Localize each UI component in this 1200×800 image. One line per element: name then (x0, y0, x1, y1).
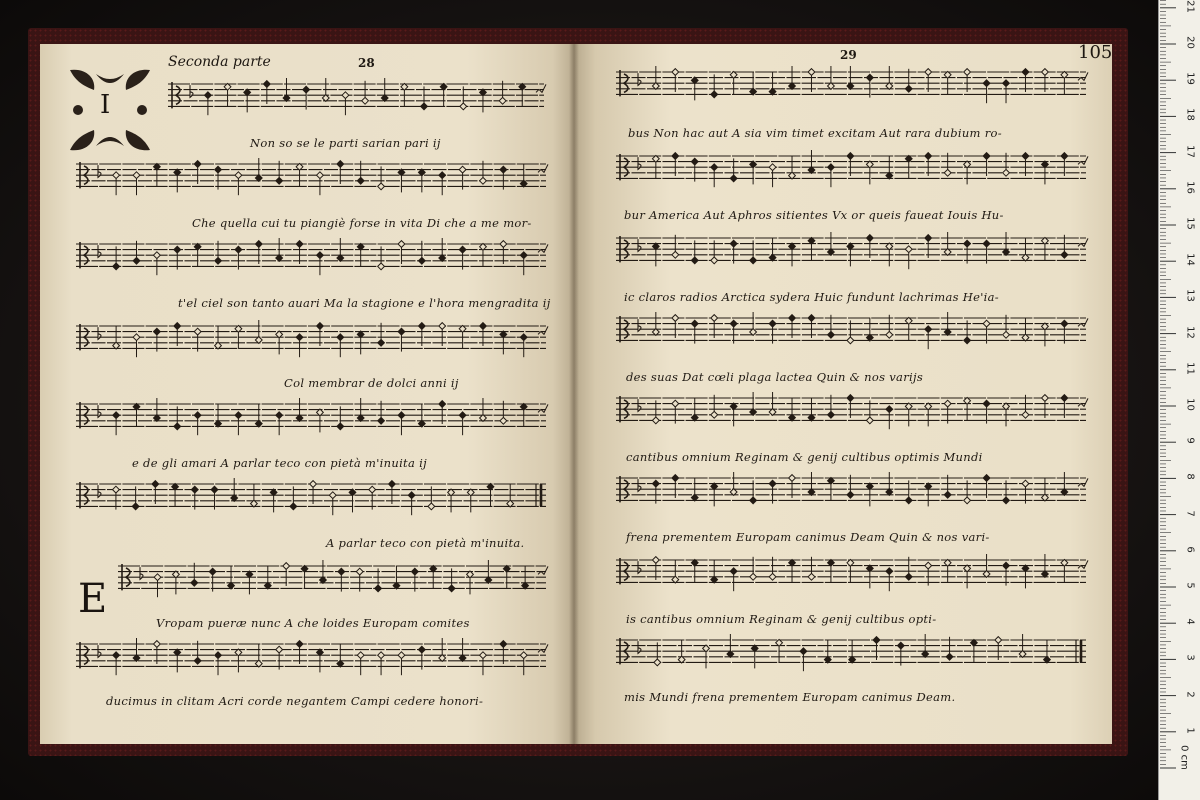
staff-system (118, 560, 548, 597)
staff-system (616, 66, 1088, 103)
lyric-line: Vropam pueræ nunc A che loides Europam comites (156, 616, 470, 630)
ruler-tick-label: 5 (1184, 582, 1196, 589)
ruler-tick-label: 15 (1184, 217, 1196, 230)
staff-system (616, 150, 1088, 187)
ruler-tick-label: 17 (1184, 144, 1196, 158)
lyric-line: Col membrar de dolci anni ij (284, 376, 459, 390)
ruler-tick-label: 8 (1184, 473, 1196, 481)
ruler-tick-label: 13 (1184, 289, 1196, 303)
lyric-line: bur America Aut Aphros sitientes Vx or queis faueat Iouis Hu- (624, 208, 1004, 222)
lyric-line: frena prementem Europam canimus Deam Quin & nos vari- (626, 530, 990, 544)
lyric-line: ducimus in clitam Acri corde negantem Campi cedere honori- (106, 694, 484, 708)
ruler-tick-label: 12 (1184, 325, 1196, 339)
ruler-tick-label: 10 (1184, 398, 1196, 411)
staff-system (616, 392, 1088, 429)
initial-letter-i: I (100, 90, 111, 120)
lyric-line: Che quella cui tu piangiè forse in vita Di che a me mor- (192, 216, 532, 230)
lyric-line: Non so se le parti sarian pari ij (250, 136, 441, 150)
ruler-tick-label: 1 (1184, 727, 1196, 734)
staff-system (76, 478, 546, 515)
staff-system (76, 158, 548, 195)
right-page-number: 29 (840, 48, 857, 62)
staff-system (76, 238, 548, 275)
staff-system (616, 554, 1088, 591)
measuring-ruler (1158, 0, 1200, 800)
ruler-tick-label: 19 (1184, 72, 1196, 86)
ruler-unit-label: 0 cm (1178, 745, 1190, 770)
ruler-tick-label: 21 (1184, 0, 1196, 13)
ruler-tick-label: 2 (1184, 690, 1196, 698)
lyric-line: ic claros radios Arctica sydera Huic fundunt lachrimas He'ia- (624, 290, 999, 304)
staff-system (76, 398, 548, 435)
staff-system (168, 78, 546, 115)
ruler-tick-label: 20 (1184, 36, 1196, 49)
folio-number: 105 (1078, 42, 1113, 63)
staff-system (76, 638, 548, 675)
staff-system (616, 232, 1088, 269)
ruler-tick-label: 16 (1184, 180, 1196, 194)
ruler-tick-label: 3 (1184, 654, 1196, 662)
ruler-tick-label: 11 (1184, 361, 1196, 375)
ruler-tick-label: 4 (1184, 618, 1196, 625)
ruler-tick-label: 18 (1184, 108, 1196, 122)
lyric-line: des suas Dat cœli plaga lactea Quin & nos varijs (626, 370, 924, 384)
lyric-line: cantibus omnium Reginam & genij cultibus optimis Mundi (626, 450, 983, 464)
lyric-line: is cantibus omnium Reginam & genij cultibus opti- (626, 612, 937, 626)
staff-system (616, 634, 1086, 671)
staff-system (616, 472, 1088, 506)
lyric-line: bus Non hac aut A sia vim timet excitam Aut rara dubium ro- (628, 126, 1002, 140)
lyric-line: e de gli amari A parlar teco con pietà m'inuita ij (132, 456, 427, 470)
lyric-line: mis Mundi frena prementem Europam canimus Deam. (624, 690, 956, 704)
staff-system (76, 320, 548, 357)
staff-system (616, 312, 1088, 349)
left-page-header: Seconda parte (168, 54, 271, 70)
initial-letter-e: E (78, 576, 108, 622)
ruler-tick-label: 7 (1184, 509, 1196, 517)
ruler-tick-label: 14 (1184, 253, 1196, 267)
ruler-tick-label: 9 (1184, 437, 1196, 444)
lyric-line: t'el ciel son tanto auari Ma la stagione e l'hora mengradita ij (178, 296, 551, 310)
left-page-number: 28 (358, 56, 375, 70)
lyric-line: A parlar teco con pietà m'inuita. (326, 536, 525, 550)
ruler-tick-label: 6 (1184, 546, 1196, 553)
